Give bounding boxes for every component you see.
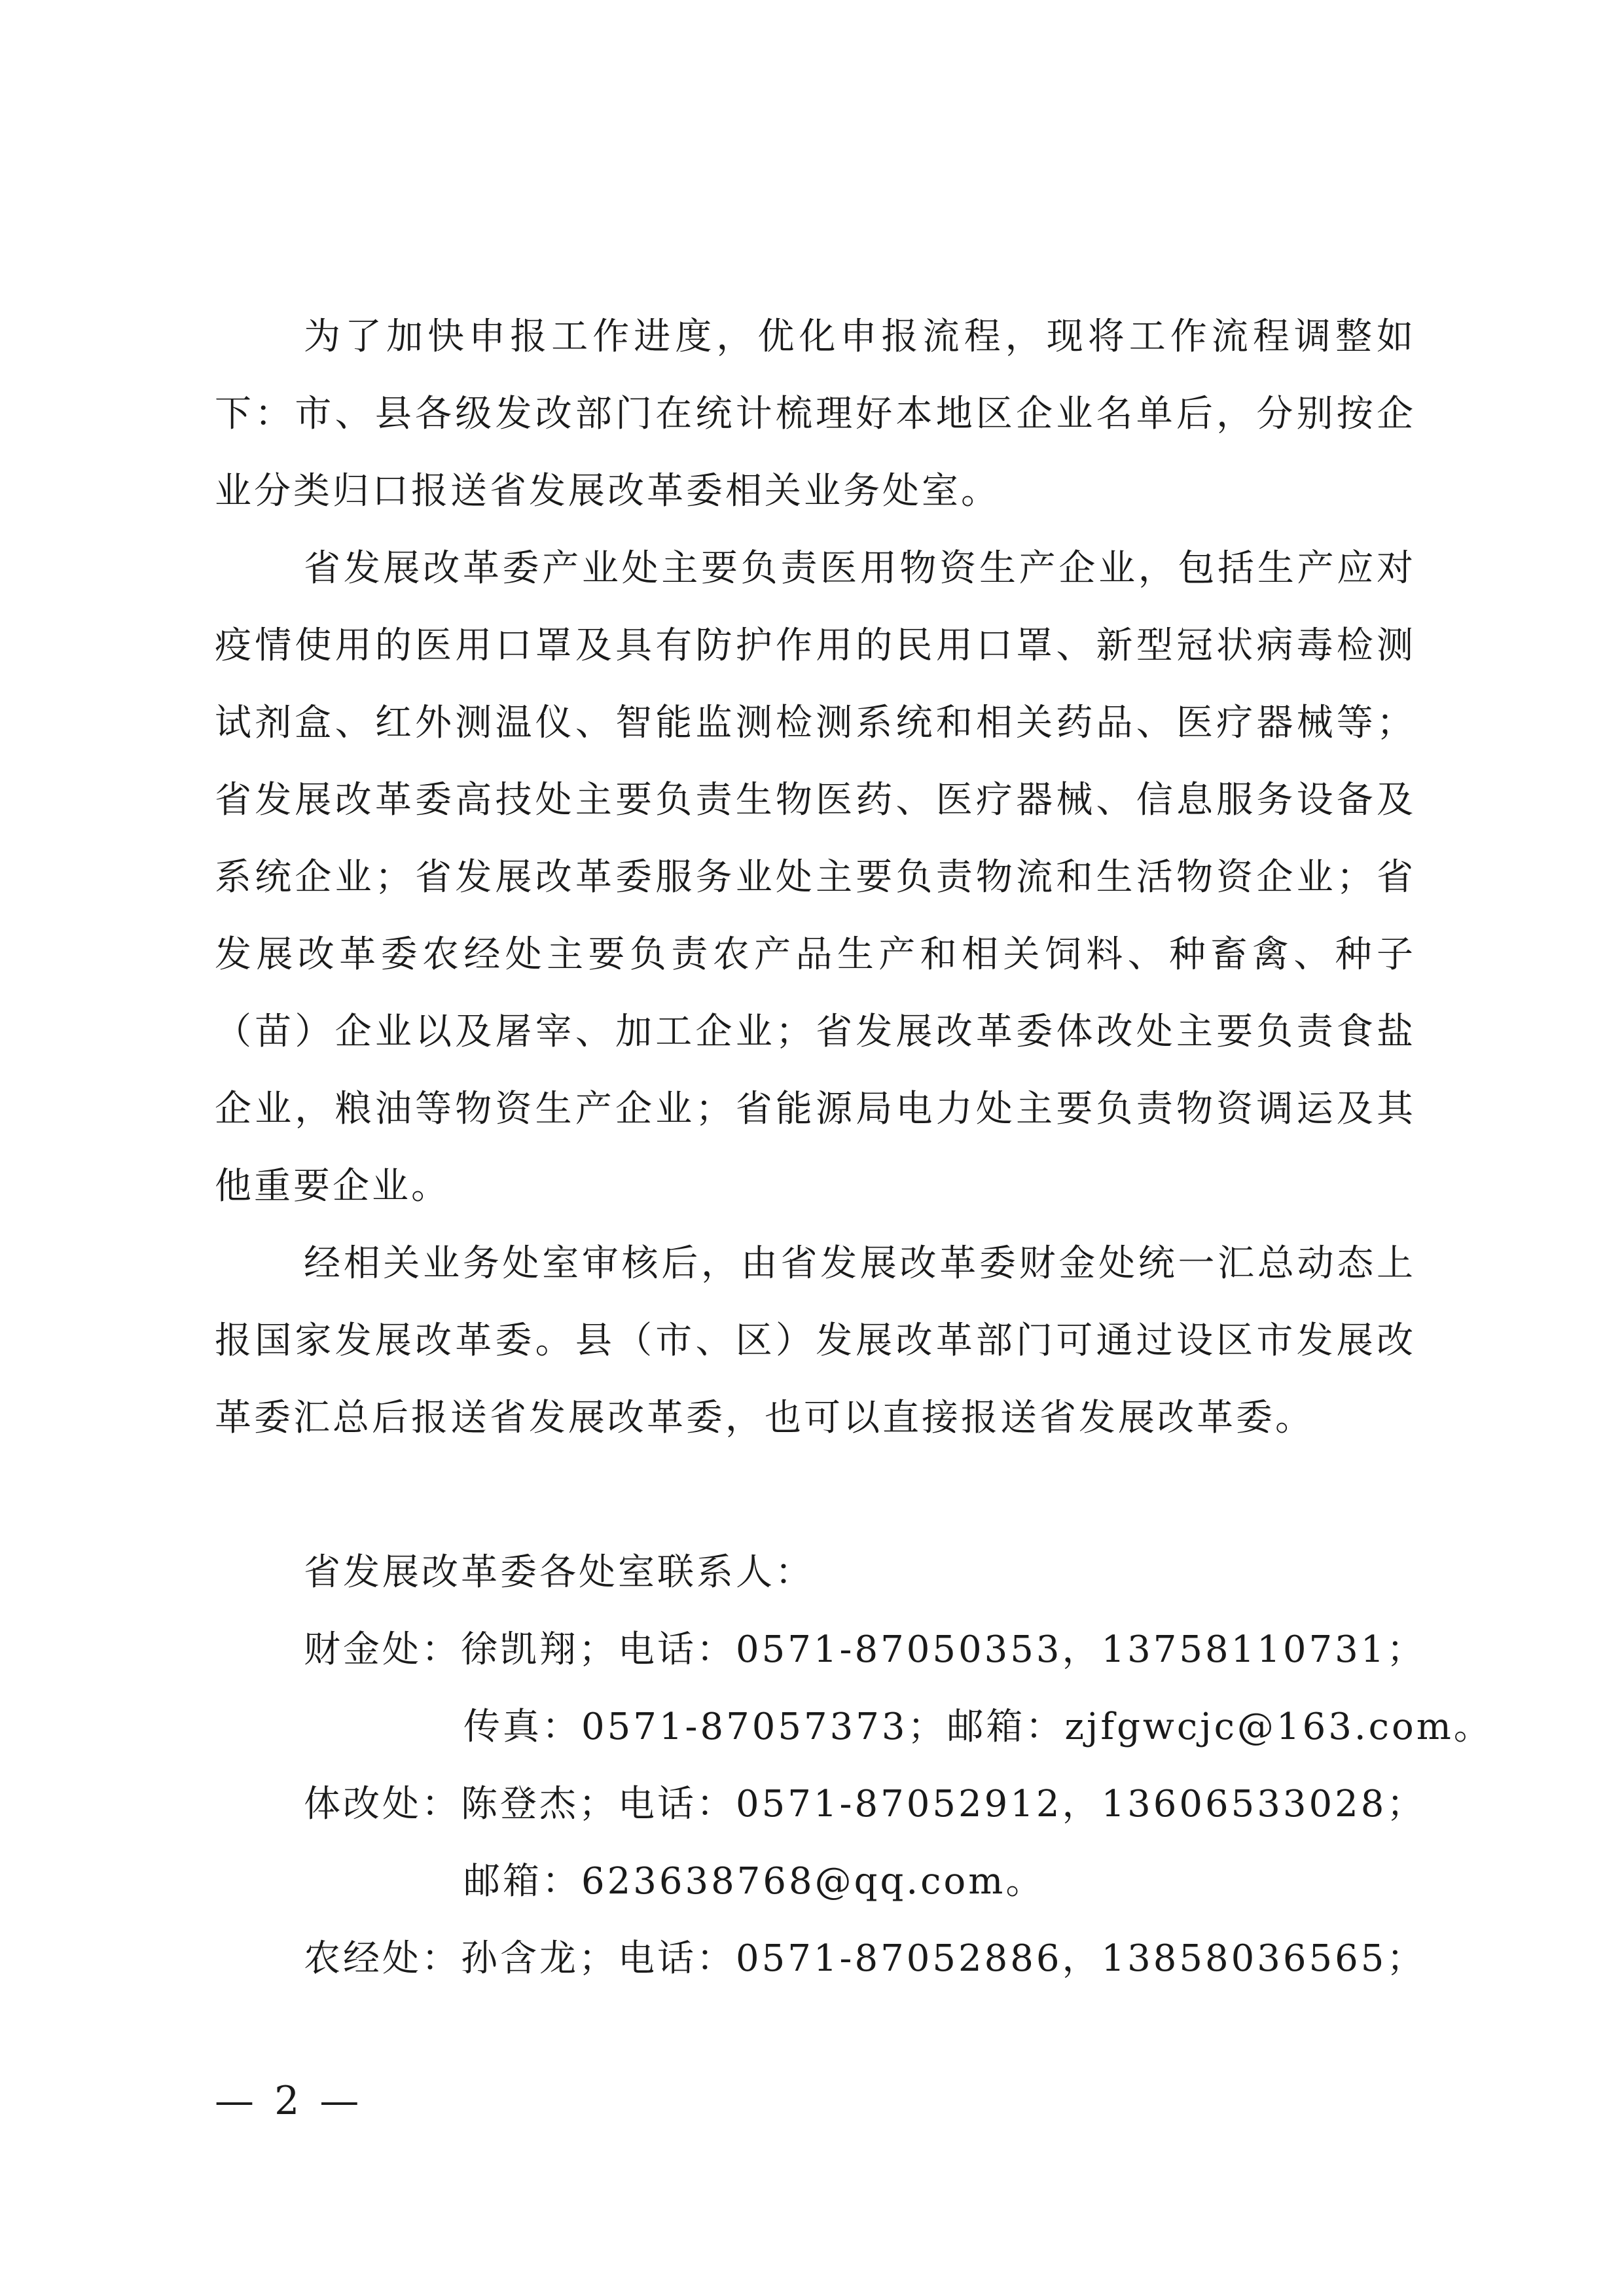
contact-tigai-line1: 体改处：陈登杰；电话：0571-87052912，13606533028； <box>304 1783 1426 1825</box>
contact-caijin-line2: 传真：0571-87057373；邮箱：zjfgwcjc@163.com。 <box>463 1706 1493 1748</box>
paragraph-workflow-adjustment: 为了加快申报工作进度，优化申报流程，现将工作流程调整如下：市、县各级发改部门在统计梳理好本地区企业名单后，分别按企业分类归口报送省发展改革委相关业务处室。 <box>215 315 1416 512</box>
contacts-heading: 省发展改革委各处室联系人： <box>304 1551 814 1594</box>
paragraph-review-and-report: 经相关业务处室审核后，由省发展改革委财金处统一汇总动态上报国家发展改革委。县（市、区）发展改革部门可通过设区市发展改革委汇总后报送省发展改革委，也可以直接报送省发展改革委。 <box>215 1242 1416 1439</box>
contact-tigai-line2: 邮箱：623638768@qq.com。 <box>463 1860 1045 1903</box>
contact-nongjing-line1: 农经处：孙含龙；电话：0571-87052886，13858036565； <box>304 1937 1426 1980</box>
paragraph-department-responsibilities: 省发展改革委产业处主要负责医用物资生产企业，包括生产应对疫情使用的医用口罩及具有防护作用的民用口罩、新型冠状病毒检测试剂盒、红外测温仪、智能监测检测系统和相关药品、医疗器械等；省发展改革委高技处主要负责生物医药、医疗器械、信息服务设备及系统企业；省发展改革委服务业处主要负责物流和生活物资企业；省发展改革委农经处主要负责农产品生产和相关饲料、种畜禽、种子（苗）企业以及屠宰、加工企业；省发展改革委体改处主要负责食盐企业，粮油等物资生产企业；省能源局电力处主要负责物资调运及其他重要企业。 <box>215 547 1416 1208</box>
page-number: — 2 — <box>215 2078 363 2124</box>
contact-caijin-line1: 财金处：徐凯翔；电话：0571-87050353，13758110731； <box>304 1628 1426 1671</box>
